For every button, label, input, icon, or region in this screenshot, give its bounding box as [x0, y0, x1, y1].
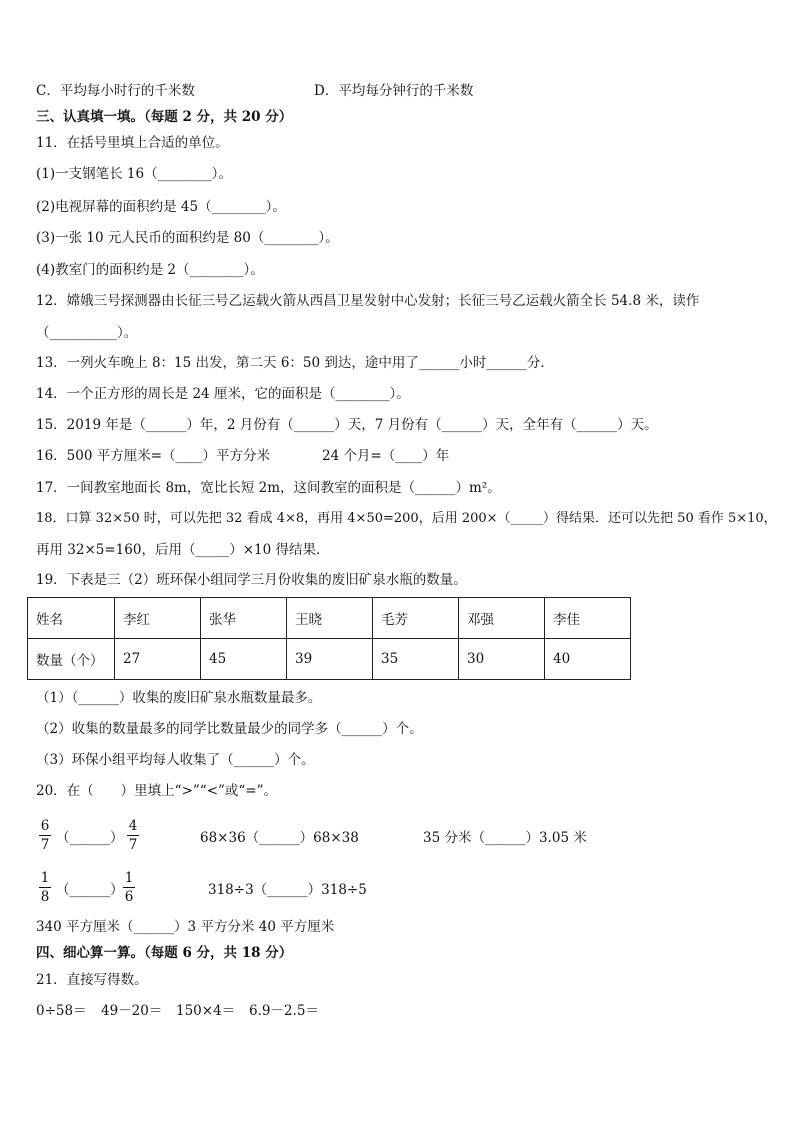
- table-cell: 王晓: [287, 598, 373, 639]
- q21-item-3: 150×4＝: [176, 1003, 236, 1019]
- q11-item-4: (4)教室门的面积约是 2（________）。: [36, 262, 264, 278]
- q21-item-1: 0÷58＝: [36, 1003, 87, 1019]
- q10-option-d: D．平均每分钟行的千米数: [314, 83, 474, 99]
- fraction-1-6: [122, 870, 136, 905]
- compare-blank: （______）: [56, 882, 124, 898]
- fraction-denominator: 6: [124, 889, 134, 905]
- q12-line-1: 12．嫦娥三号探测器由长征三号乙运载火箭从西昌卫星发射中心发射；长征三号乙运载火箭全长 54.8 米，读作: [36, 293, 700, 309]
- q17: 17．一间教室地面长 8m，宽比长短 2m，这间教室的面积是（______）m²。: [36, 480, 501, 496]
- q20-compare-3: 35 分米（______）3.05 米: [423, 830, 587, 846]
- fraction-numerator: 1: [40, 870, 50, 886]
- fraction-denominator: 8: [40, 889, 50, 905]
- table-row: [28, 639, 631, 680]
- table-cell: 35: [373, 639, 459, 680]
- q14: 14．一个正方形的周长是 24 厘米，它的面积是（________）。: [36, 386, 410, 402]
- fraction-1-8: [38, 870, 52, 905]
- q16-part-a: 16．500 平方厘米=（____）平方分米: [36, 448, 271, 464]
- fraction-denominator: 7: [128, 837, 138, 853]
- q15: 15．2019 年是（______）年，2 月份有（______）天，7 月份有（______）天，全年有（______）天。: [36, 417, 658, 433]
- q19-table: [27, 597, 631, 680]
- fraction-bar: [127, 835, 139, 836]
- fraction-4-7: [126, 818, 140, 853]
- table-cell: 30: [459, 639, 545, 680]
- q11-item-1: (1)一支钢笔长 16（________）。: [36, 166, 232, 182]
- q18-line-2: 再用 32×5=160，后用（_____）×10 得结果．: [36, 542, 330, 558]
- table-cell: 39: [287, 639, 373, 680]
- compare-blank: （______）: [56, 830, 124, 846]
- q20-compare-2: 68×36（______）68×38: [200, 830, 359, 846]
- q20-compare-4: 318÷3（______）318÷5: [208, 882, 367, 898]
- q11-stem: 11．在括号里填上合适的单位。: [36, 135, 229, 151]
- q21-item-2: 49－20＝: [101, 1003, 163, 1019]
- table-cell: 李佳: [545, 598, 631, 639]
- table-cell: 邓强: [459, 598, 545, 639]
- q19-stem: 19．下表是三（2）班环保小组同学三月份收集的废旧矿泉水瓶的数量。: [36, 572, 467, 588]
- q20-stem: 20．在（ ）里填上“>”“<”或“=”。: [36, 783, 278, 799]
- table-cell: 姓名: [28, 598, 115, 639]
- table-cell: 李红: [115, 598, 201, 639]
- q11-item-2: (2)电视屏幕的面积约是 45（________）。: [36, 199, 286, 215]
- q18-line-1: 18．口算 32×50 时，可以先把 32 看成 4×8，再用 4×50=200，后用 200×（_____）得结果．还可以先把 50 看作 5×10，: [36, 511, 777, 526]
- table-cell: 毛芳: [373, 598, 459, 639]
- table-cell: 数量（个）: [28, 639, 115, 680]
- fraction-bar: [123, 887, 135, 888]
- q20-compare-5: 340 平方厘米（______）3 平方分米 40 平方厘米: [36, 919, 335, 935]
- fraction-numerator: 6: [40, 818, 50, 834]
- table-cell: 27: [115, 639, 201, 680]
- q11-item-3: (3)一张 10 元人民币的面积约是 80（________）。: [36, 230, 339, 246]
- q19-sub-3: （3）环保小组平均每人收集了（______）个。: [36, 752, 315, 768]
- table-cell: 张华: [201, 598, 287, 639]
- table-cell: 40: [545, 639, 631, 680]
- q21-item-4: 6.9－2.5＝: [249, 1003, 319, 1019]
- q19-sub-1: （1）（______）收集的废旧矿泉水瓶数量最多。: [36, 690, 322, 706]
- q19-sub-2: （2）收集的数量最多的同学比数量最少的同学多（______）个。: [36, 721, 423, 737]
- q10-option-c: C．平均每小时行的千米数: [36, 83, 195, 99]
- fraction-6-7: [38, 818, 52, 853]
- q21-stem: 21．直接写得数。: [36, 972, 148, 988]
- section-4-heading: 四、细心算一算。（每题 6 分，共 18 分）: [36, 945, 293, 961]
- q16-part-b: 24 个月=（____）年: [322, 448, 450, 464]
- table-header-row: [28, 598, 631, 639]
- fraction-denominator: 7: [40, 837, 50, 853]
- fraction-numerator: 1: [124, 870, 134, 886]
- q13: 13．一列火车晚上 8：15 出发，第二天 6：50 到达，途中用了______小时______分．: [36, 355, 554, 371]
- q12-line-2: （__________）。: [36, 325, 138, 341]
- section-3-heading: 三、认真填一填。（每题 2 分，共 20 分）: [36, 109, 293, 125]
- fraction-numerator: 4: [128, 818, 138, 834]
- fraction-bar: [39, 835, 51, 836]
- table-cell: 45: [201, 639, 287, 680]
- fraction-bar: [39, 887, 51, 888]
